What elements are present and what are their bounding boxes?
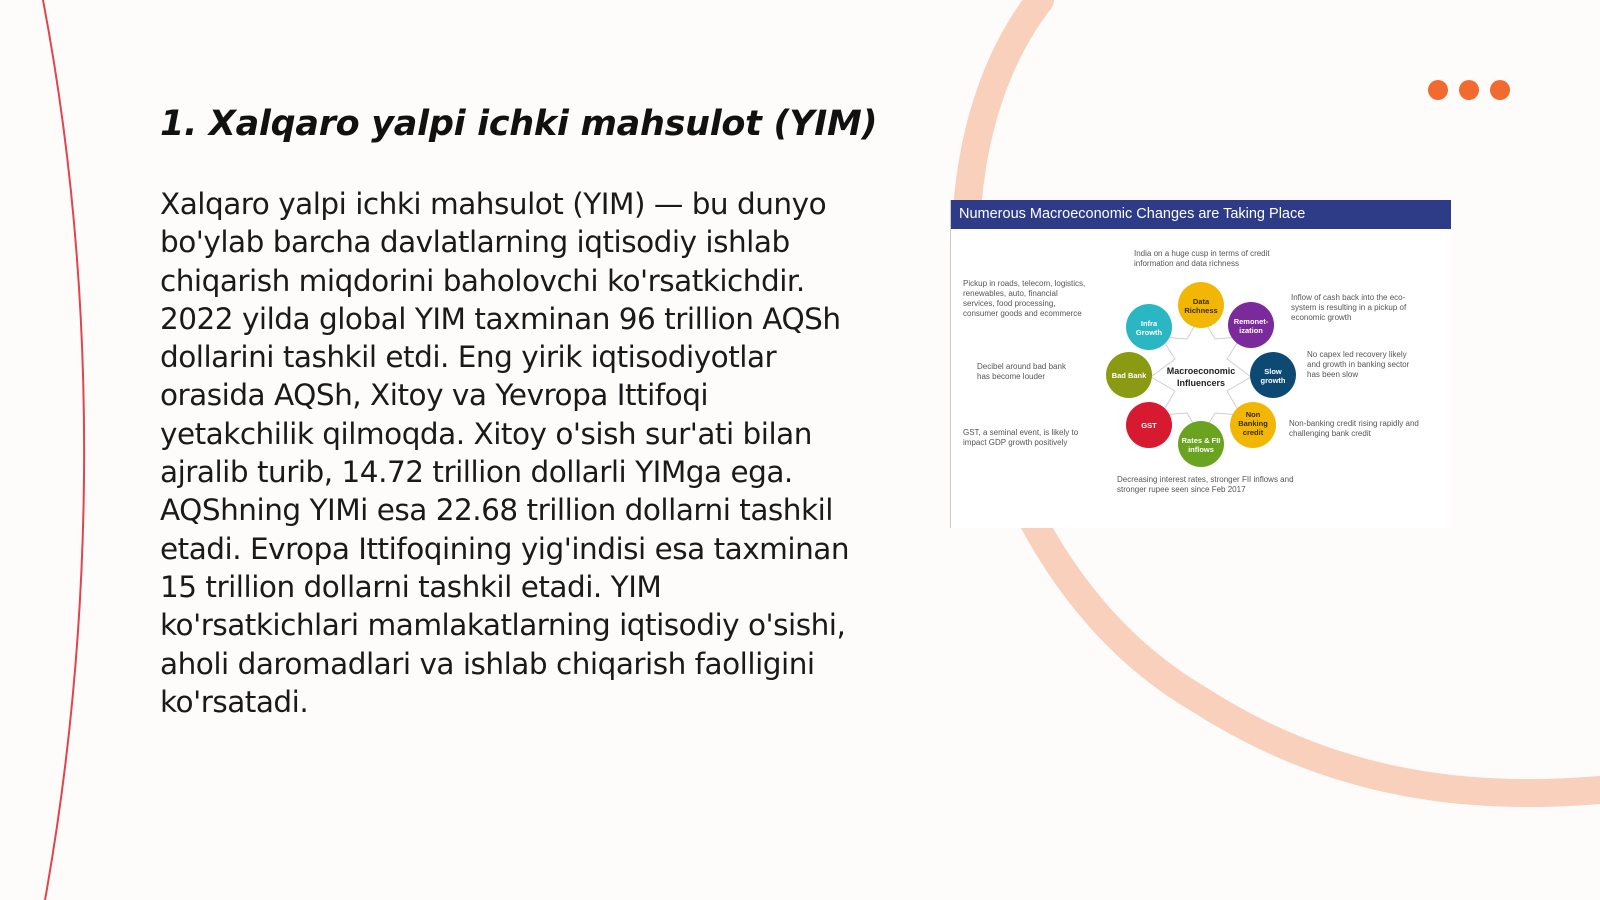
center-label-2: Influencers bbox=[1176, 378, 1226, 388]
bubble-label: Rates & FII bbox=[1181, 436, 1221, 445]
note-left-2 bbox=[977, 362, 1067, 381]
bubble-gst bbox=[1126, 402, 1172, 448]
bubble-label: Banking bbox=[1238, 419, 1268, 428]
note-line: India on a huge cusp in terms of credit bbox=[1134, 249, 1270, 258]
bubble-label: Slow bbox=[1264, 367, 1282, 376]
note-line: economic growth bbox=[1291, 313, 1352, 322]
note-line: challenging bank credit bbox=[1289, 429, 1371, 438]
bubble-label: Richness bbox=[1184, 306, 1218, 315]
note-line: information and data richness bbox=[1134, 259, 1239, 268]
note-line: renewables, auto, financial bbox=[963, 289, 1058, 298]
bubble-label: GST bbox=[1141, 421, 1157, 430]
note-top bbox=[1134, 249, 1270, 268]
bubble-label: growth bbox=[1260, 376, 1286, 385]
bubble-non-banking-credit bbox=[1230, 402, 1276, 448]
bubble-label: ization bbox=[1239, 326, 1263, 335]
note-line: has been slow bbox=[1307, 370, 1359, 379]
note-right-2 bbox=[1307, 350, 1410, 379]
dot-1 bbox=[1428, 80, 1448, 100]
note-right-3 bbox=[1289, 419, 1419, 438]
note-line: services, food processing, bbox=[963, 299, 1056, 308]
note-bottom bbox=[1117, 475, 1294, 494]
slide-title: 1. Xalqaro yalpi ichki mahsulot (YIM) bbox=[160, 104, 878, 144]
slide-body-text: Xalqaro yalpi ichki mahsulot (YIM) — bu dunyo bo'ylab barcha davlatlarning iqtisodiy ishlab chiqarish miqdorini baholovchi ko'rsatkichdir. 2022 yilda global YIM taxminan 96 trillion AQSh dollarini tashkil etdi. Eng yirik iqtisodiyotlar orasida AQSh, Xitoy va Yevropa Ittifoqi yetakchilik qilmoqda. Xitoy o'sish sur'ati bilan ajralib turib, 14.72 trillion dollarli YIMga ega. AQShning YIMi esa 22.68 trillion dollarni tashkil etadi. Evropa Ittifoqining yig'indisi esa taxminan 15 trillion dollarni tashkil etadi. YIM ko'rsatkichlari mamlakatlarning iqtisodiy o'sishi, aholi daromadlari va ishlab chiqarish faolligini ko'rsatadi. bbox=[160, 187, 850, 719]
bubble-label: Data bbox=[1192, 297, 1210, 306]
bubble-infra-growth bbox=[1126, 304, 1172, 350]
bubble-label: credit bbox=[1242, 428, 1264, 437]
note-line: Non-banking credit rising rapidly and bbox=[1289, 419, 1419, 428]
note-line: Decibel around bad bank bbox=[977, 362, 1066, 371]
decorative-dots bbox=[1428, 80, 1510, 100]
figure-header: Numerous Macroeconomic Changes are Taking Place bbox=[951, 200, 1451, 229]
bubble-label: Non bbox=[1245, 410, 1261, 419]
bubble-label: Growth bbox=[1135, 328, 1163, 337]
bubble-remonetization bbox=[1228, 302, 1274, 348]
bubble-label: inflows bbox=[1188, 445, 1214, 454]
note-line: Inflow of cash back into the eco- bbox=[1291, 293, 1406, 302]
macroeconomic-figure bbox=[950, 200, 1451, 528]
note-line: GST, a seminal event, is likely to bbox=[963, 428, 1079, 437]
note-line: Decreasing interest rates, stronger FII inflows and bbox=[1117, 475, 1294, 484]
bubble-label: Remonet- bbox=[1233, 317, 1269, 326]
bubble-bad-bank bbox=[1106, 352, 1152, 398]
note-line: No capex led recovery likely bbox=[1307, 350, 1407, 359]
note-line: system is resulting in a pickup of bbox=[1291, 303, 1407, 312]
note-left-3 bbox=[963, 428, 1079, 447]
bubble-label: Bad Bank bbox=[1111, 371, 1147, 380]
note-line: impact GDP growth positively bbox=[963, 438, 1068, 447]
note-line: and growth in banking sector bbox=[1307, 360, 1410, 369]
center-label-1: Macroeconomic bbox=[1166, 366, 1236, 376]
note-right-1 bbox=[1291, 293, 1407, 322]
note-line: Pickup in roads, telecom, logistics, bbox=[963, 279, 1086, 288]
bubble-rates-fii-inflows bbox=[1178, 421, 1224, 467]
dot-2 bbox=[1459, 80, 1479, 100]
note-line: has become louder bbox=[977, 372, 1046, 381]
note-line: consumer goods and ecommerce bbox=[963, 309, 1082, 318]
bubble-data-richness bbox=[1178, 282, 1224, 328]
bubble-label: Infra bbox=[1140, 319, 1158, 328]
bubble-slow-growth bbox=[1250, 352, 1296, 398]
dot-3 bbox=[1490, 80, 1510, 100]
note-line: stronger rupee seen since Feb 2017 bbox=[1117, 485, 1246, 494]
influencers-diagram bbox=[951, 229, 1451, 528]
left-curve-line bbox=[43, 0, 84, 900]
note-left-1 bbox=[963, 279, 1085, 318]
